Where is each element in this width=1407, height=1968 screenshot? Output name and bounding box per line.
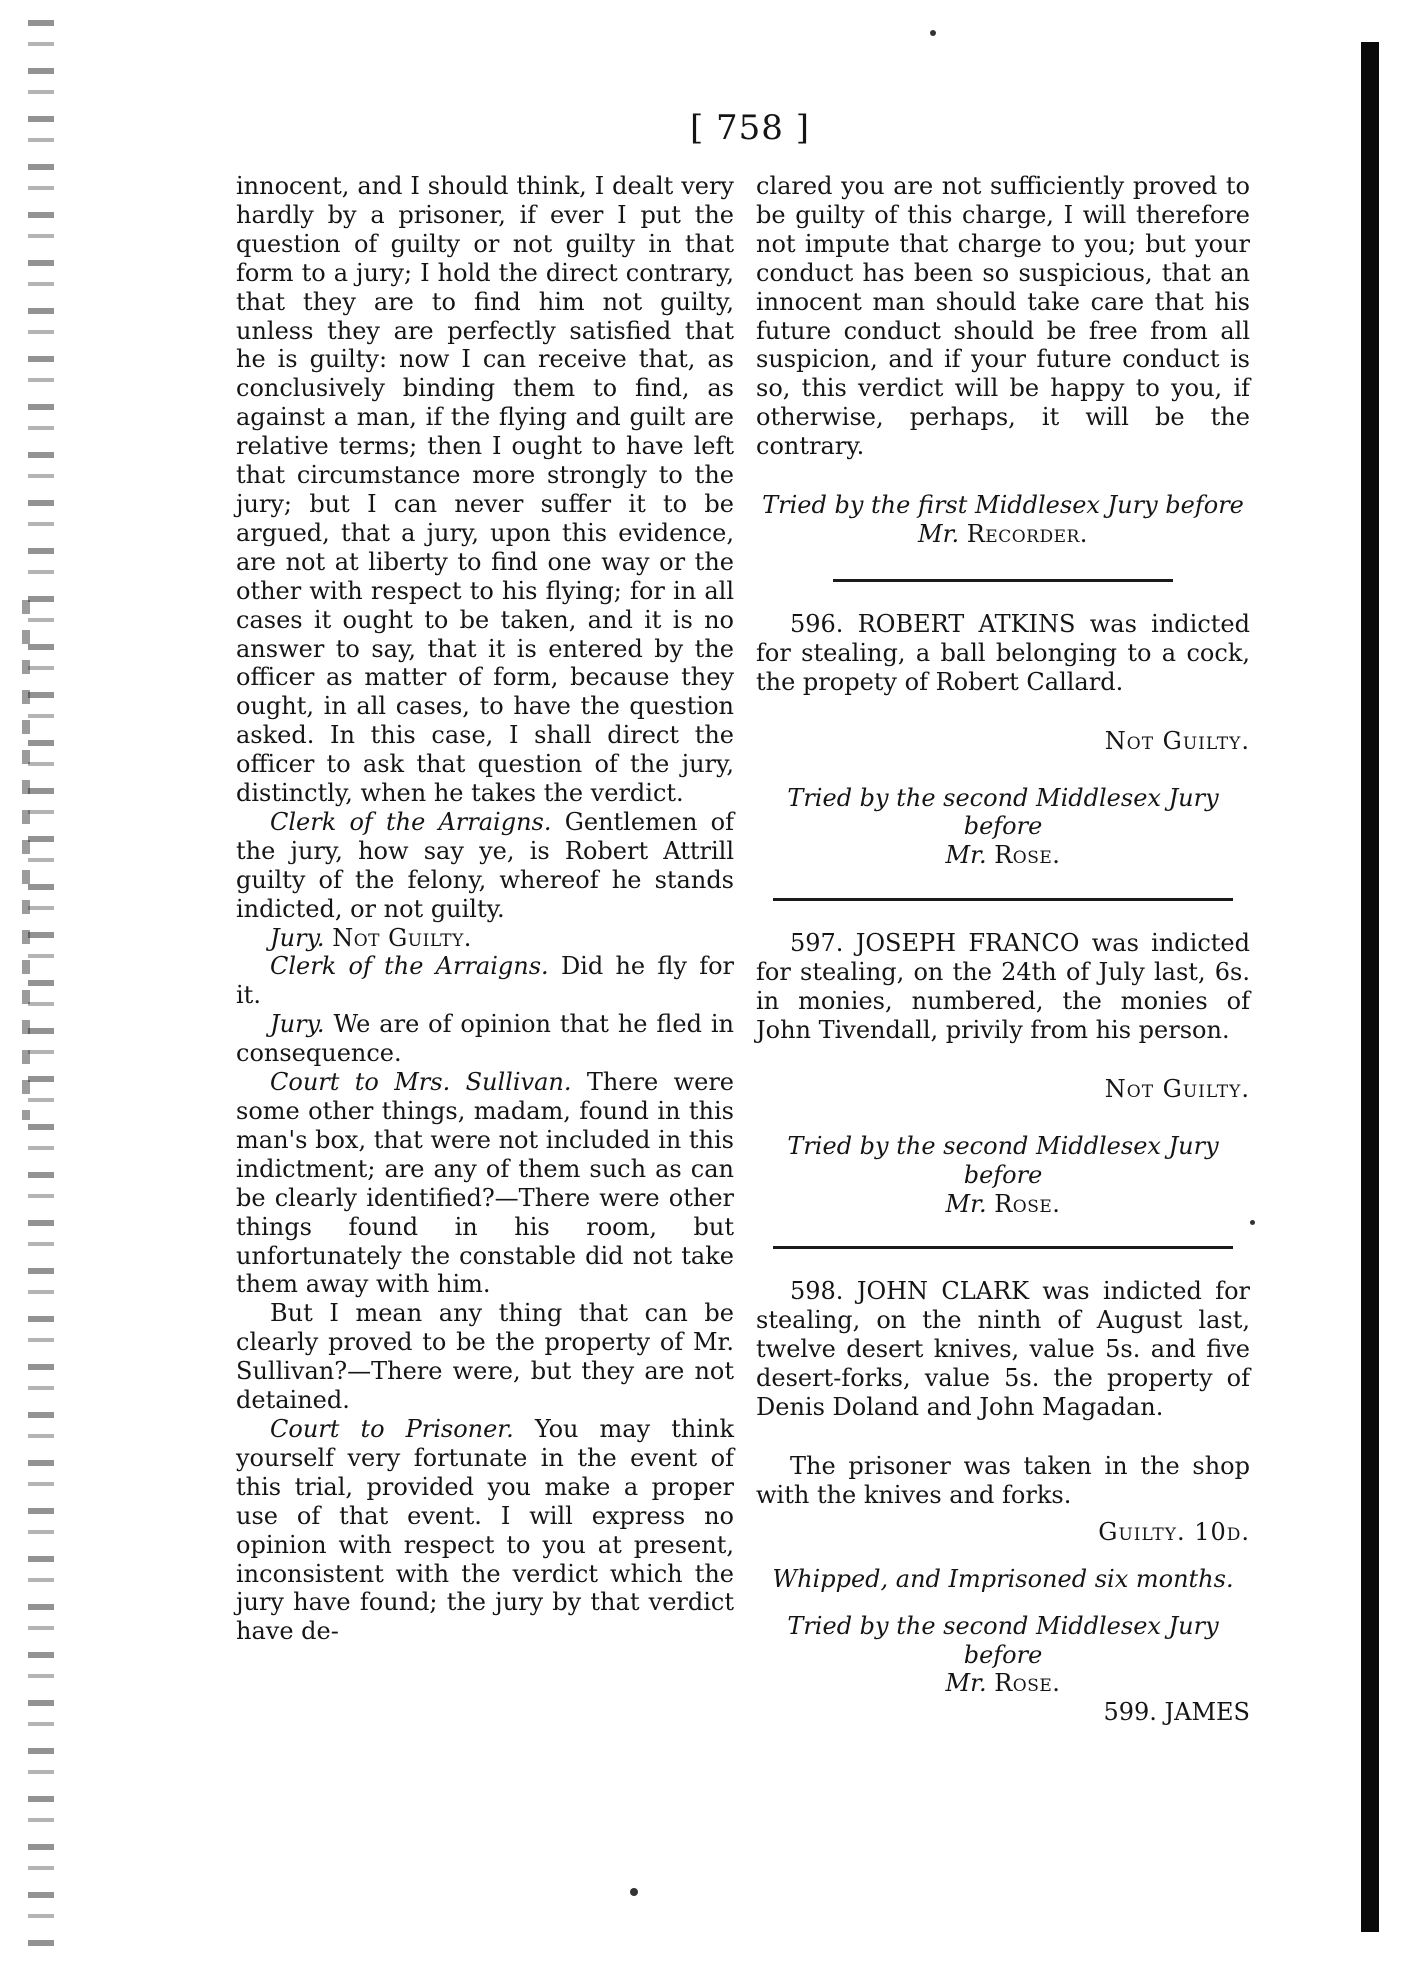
case-597: 597. JOSEPH FRANCO was indicted for stealing, on the 24th of July last, 6s. in monies, numbered, the monies of John Tivendall, privily from his person. [756, 929, 1250, 1044]
verdict-597: Not Guilty. [1104, 1074, 1250, 1103]
tried-before-text: Tried by the second Middlesex Jury before [787, 1131, 1219, 1189]
tried-before-line [756, 1132, 1250, 1219]
scan-edge-artifact [28, 20, 54, 1950]
paragraph-court-sullivan [236, 1068, 734, 1299]
right-column [756, 172, 1250, 1727]
sentence-598: Whipped, and Imprisoned six months. [772, 1564, 1234, 1593]
paragraph-clerk-question [236, 808, 734, 924]
judge-name: Rose. [994, 841, 1061, 870]
section-divider [773, 898, 1233, 901]
ink-speck [930, 30, 936, 36]
paragraph-jury-verdict [236, 924, 734, 953]
tried-before-text: Tried by the second Middlesex Jury before [787, 783, 1219, 841]
judge-prefix: Mr. [945, 1669, 987, 1698]
paragraph-clerk-fly [236, 952, 734, 1010]
case-598-note: The prisoner was taken in the shop with the knives and forks. [756, 1452, 1250, 1509]
ink-speck [1250, 1220, 1255, 1225]
judge-prefix: Mr. [945, 1189, 987, 1218]
paragraph-court-continued: clared you are not sufficiently proved to be guilty of this charge, I will therefore not impute that charge to you; but your conduct has been so suspicious, that an innocent man should take care that his future conduct should be free from all suspicion, and if your future conduct is so, this verdict will be happy to you, if otherwise, perhaps, it will be the contrary. [756, 172, 1250, 461]
section-divider [833, 579, 1173, 582]
tried-before-line [756, 491, 1250, 549]
catchword: 599. JAMES [1103, 1698, 1250, 1727]
verdict-598: Guilty. 10d. [1098, 1517, 1250, 1546]
section-divider [773, 1246, 1233, 1249]
speaker-label: Jury. [270, 1010, 325, 1039]
scan-edge-artifact-inner [22, 600, 30, 1120]
judge-name: Rose. [994, 1189, 1061, 1218]
paragraph-court-prisoner [236, 1415, 734, 1646]
paragraph-property-question: But I mean any thing that can be clearly proved to be the property of Mr. Sullivan?—There were, but they are not detained. [236, 1299, 734, 1415]
speech-text: You may think yourself very fortunate in the event of this trial, provided you make a proper use of that event. I will express no opinion with respect to you at present, inconsistent with the verdict which the jury have found; the jury by that verdict have de- [236, 1414, 734, 1646]
tried-before-line [756, 784, 1250, 871]
judge-name: Recorder. [966, 519, 1088, 548]
paragraph-court-remarks: innocent, and I should think, I dealt very hardly by a prisoner, if ever I put the question of guilty or not guilty in that form to a jury; I hold the direct contrary, that they are to find him not guilty, unless they are perfectly satisfied that he is guilty: now I can receive that, as conclusively binding them to find, as against a man, if the flying and guilt are relative terms; then I ought to have left that circumstance more strongly to the jury; but I can never suffer it to be argued, that a jury, upon this evidence, are not at liberty to find one way or the other with respect to his flying; for in all cases it ought to be taken, and it is no answer to say, that it is entered by the officer as matter of form, because they ought, in all cases, to have the question asked. In this case, I shall direct the officer to ask that question of the jury, distinctly, when he takes the verdict. [236, 172, 734, 808]
tried-before-text: Tried by the second Middlesex Jury before [787, 1611, 1219, 1669]
case-596: 596. ROBERT ATKINS was indicted for stealing, a ball belonging to a cock, the propety of Robert Callard. [756, 609, 1250, 696]
verdict-text: Not Guilty. [332, 923, 472, 952]
verdict-596: Not Guilty. [1104, 726, 1250, 755]
ink-speck [630, 1888, 638, 1896]
speaker-label: Jury. [270, 923, 325, 952]
page-number: [ 758 ] [689, 108, 811, 148]
speech-text: There were some other things, madam, found in this man's box, that were not included in this indictment; are any of them such as can be clearly identified?—There were other things found in his room, but unfortunately the constable did not take them away with him. [236, 1068, 734, 1299]
binding-shadow-bar [1361, 42, 1379, 1932]
judge-prefix: Mr. [918, 519, 960, 548]
speech-text: We are of opinion that he fled in consequence. [236, 1010, 734, 1068]
paragraph-jury-fled [236, 1010, 734, 1068]
tried-before-line [756, 1612, 1250, 1699]
speech-text: Did he fly for it. [236, 952, 735, 1010]
tried-before-text: Tried by the first Middlesex Jury before [762, 491, 1244, 520]
speech-text: Gentlemen of the jury, how say ye, is Robert Attrill guilty of the felony, whereof he stands indicted, or not guilty. [236, 807, 734, 923]
judge-prefix: Mr. [945, 841, 987, 870]
speaker-label: Court to Mrs. Sullivan. [270, 1068, 572, 1097]
judge-name: Rose. [994, 1669, 1061, 1698]
case-598: 598. JOHN CLARK was indicted for stealing, on the ninth of August last, twelve desert knives, value 5s. and five desert-forks, value 5s. the property of Denis Doland and John Magadan. [756, 1277, 1250, 1422]
speaker-label: Court to Prisoner. [270, 1414, 514, 1443]
speaker-label: Clerk of the Arraigns. [270, 952, 549, 981]
left-column [236, 172, 734, 1646]
speaker-label: Clerk of the Arraigns. [270, 807, 552, 836]
